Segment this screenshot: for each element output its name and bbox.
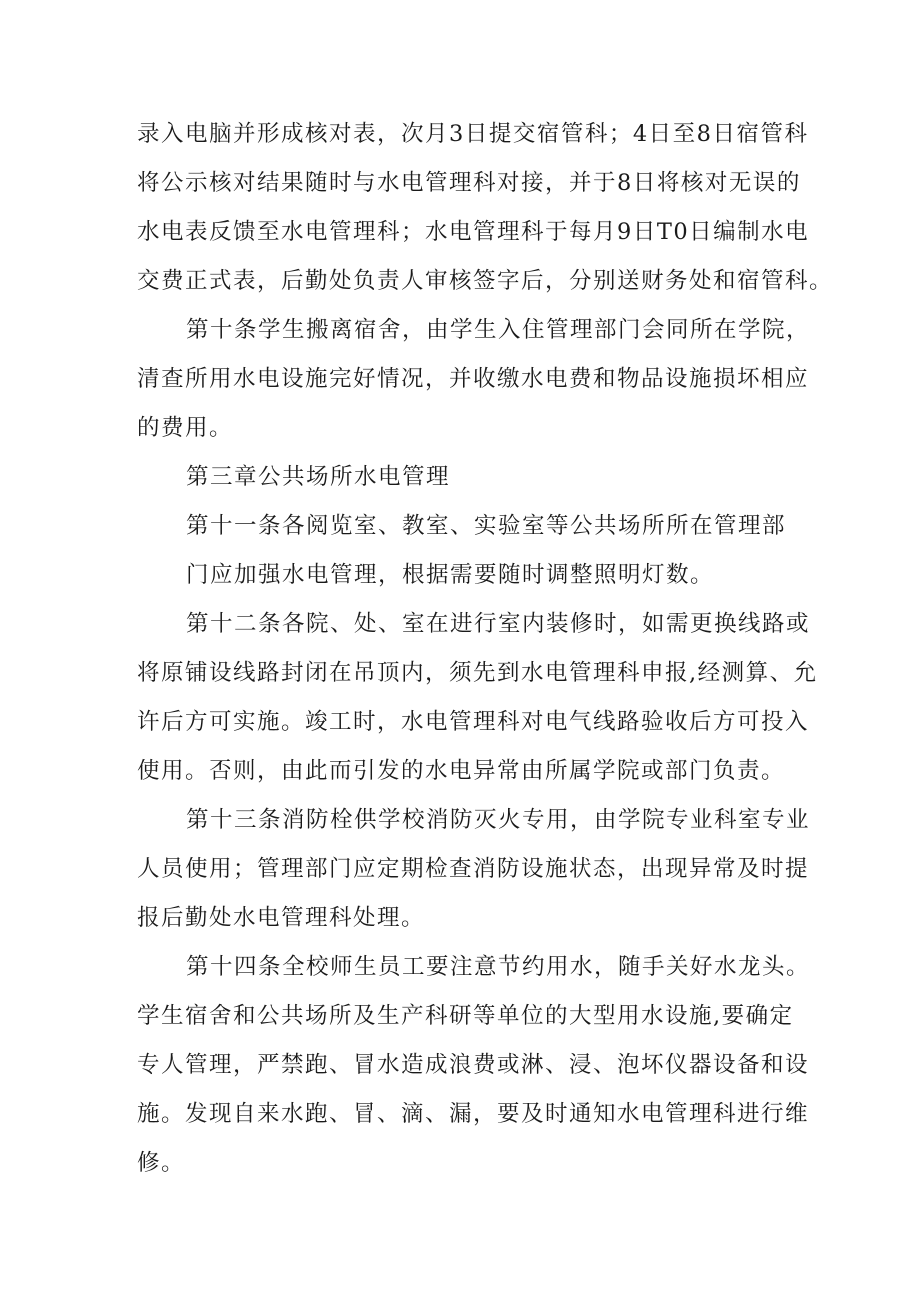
text-line-3: 水电表反馈至水电管理科；水电管理科于每月9日T0日编制水电 — [137, 219, 810, 245]
text-line-21: 施。发现自来水跑、冒、滴、漏，要及时通知水电管理科进行维 — [137, 1101, 810, 1127]
text-line-22: 修。 — [137, 1150, 186, 1176]
text-line-7: 的费用。 — [137, 415, 234, 441]
chapter-heading: 第三章公共场所水电管理 — [186, 464, 451, 490]
text-line-1: 录入电脑并形成核对表，次月3日提交宿管科；4日至8日宿管科 — [137, 121, 809, 147]
text-line-10: 门应加强水电管理，根据需要随时调整照明灯数。 — [186, 562, 715, 588]
text-line-19: 学生宿舍和公共场所及生产科研等单位的大型用水设施,要确定 — [137, 1003, 794, 1029]
text-line-4: 交费正式表，后勤处负责人审核签字后，分别送财务处和宿管科。 — [137, 268, 834, 294]
text-line-2: 将公示核对结果随时与水电管理科对接，并于8日将核对无误的 — [137, 170, 801, 196]
text-line-17: 报后勤处水电管理科处理。 — [137, 905, 426, 931]
text-line-11: 第十二条各院、处、室在进行室内装修时，如需更换线路或 — [186, 611, 811, 637]
text-line-15: 第十三条消防栓供学校消防灭火专用，由学院专业科室专业 — [186, 807, 811, 833]
text-line-6: 清查所用水电设施完好情况，并收缴水电费和物品设施损坏相应 — [137, 366, 810, 392]
text-line-13: 许后方可实施。竣工时，水电管理科对电气线路验收后方可投入 — [137, 709, 810, 735]
text-line-20: 专人管理，严禁跑、冒水造成浪费或淋、浸、泡坏仪器设备和设 — [137, 1052, 810, 1078]
text-line-5: 第十条学生搬离宿舍，由学生入住管理部门会同所在学院， — [186, 317, 811, 343]
text-line-14: 使用。否则，由此而引发的水电异常由所属学院或部门负责。 — [137, 758, 786, 784]
text-line-16: 人员使用；管理部门应定期检查消防设施状态，出现异常及时提 — [137, 856, 810, 882]
text-line-12: 将原铺设线路封闭在吊顶内，须先到水电管理科申报,经测算、允 — [137, 660, 818, 686]
text-line-18: 第十四条全校师生员工要注意节约用水，随手关好水龙头。 — [186, 954, 811, 980]
text-line-9: 第十一条各阅览室、教室、实验室等公共场所所在管理部 — [186, 513, 787, 539]
